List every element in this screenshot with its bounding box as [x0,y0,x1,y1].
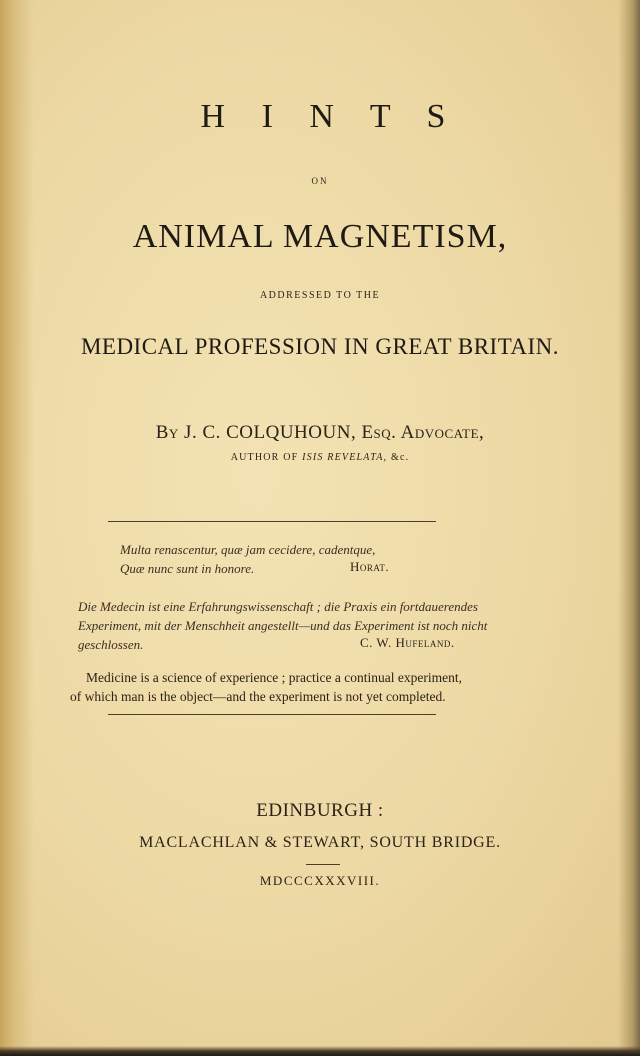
title-connector-on: ON [311,176,329,186]
imprint-publisher: MACLACHLAN & STEWART, SOUTH BRIDGE. [139,834,501,851]
author-of-tail: &c. [390,452,410,463]
horace-line-2: Quæ nunc sunt in honore. [120,561,255,576]
author-of-work: ISIS REVELATA, [302,452,388,463]
horace-line-1: Multa renascentur, quæ jam cecidere, cadentque, [120,542,376,557]
author-credentials [0,452,640,463]
divider-top [108,521,436,522]
author-name: J. C. COLQUHOUN, [184,422,357,443]
author-suffix: Esq. Advocate, [361,422,485,443]
english-line-2: of which man is the object—and the experiment is not yet completed. [70,689,446,704]
page-bottom-edge-shadow [0,1046,640,1056]
imprint-short-rule [306,864,340,865]
page-left-edge-shadow [0,0,34,1056]
book-subject: ANIMAL MAGNETISM, [132,218,508,255]
imprint-city: EDINBURGH : [256,800,384,821]
book-title: H I N T S [200,98,460,135]
hufeland-line-1: Die Medecin ist eine Erfahrungswissenschaft ; die Praxis ein fortdauerendes [78,599,478,614]
author-line [0,422,640,444]
audience-line: MEDICAL PROFESSION IN GREAT BRITAIN. [80,334,560,359]
author-prefix: By [155,422,179,443]
hufeland-line-3: geschlossen. [78,637,144,652]
author-of-lead: AUTHOR OF [230,452,299,463]
horace-attribution: Horat. [350,559,390,574]
imprint-date: MDCCCXXXVIII. [259,873,381,888]
hufeland-line-2: Experiment, mit der Menschheit angestellt—und das Experiment ist noch nicht [78,618,488,633]
addressed-to-line: ADDRESSED TO THE [259,290,381,301]
english-line-1: Medicine is a science of experience ; practice a continual experiment, [86,670,462,685]
divider-bottom [108,714,436,715]
page-right-edge-shadow [618,0,640,1056]
hufeland-attribution: C. W. Hufeland. [360,635,455,650]
